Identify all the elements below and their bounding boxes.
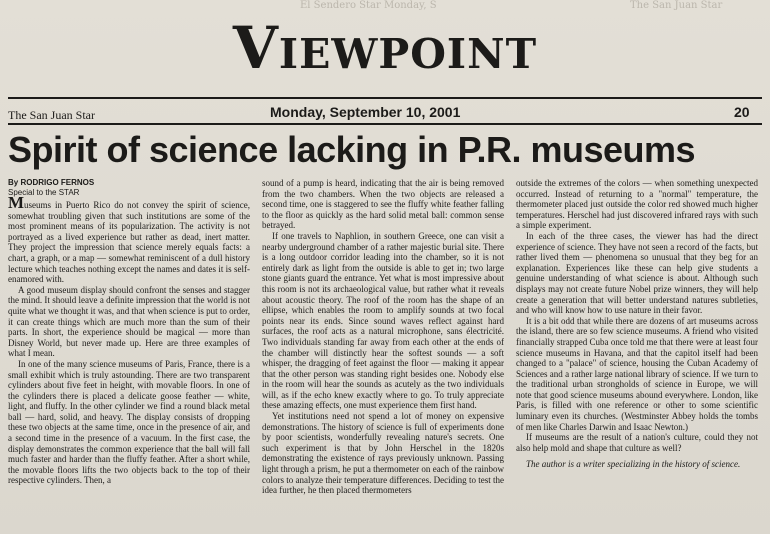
paragraph: A good museum display should confront the senses and stagger the mind. It should leave a definite impression that the world is not quite what we thought it was, and that when science is put to order, it can create things which are much more than the sum of their parts. In short, the experience should be magical — more than Disney World, but never made up. Here are three examples of what I mean. [8, 284, 250, 359]
paper-name: The San Juan Star [8, 108, 95, 122]
paragraph: In each of the three cases, the viewer has had the direct experience of science. They have not seen a record of the facts, but rather lived them — phenomena so unusual that they beg for an explanation. Experiences like these can help give students a genuine understanding of what science is about. Although such displays may not create future Nobel prize winners, they will help create a generation that will better understand natures subtleties, and who will know how to use nature in their favor. [516, 230, 758, 316]
masthead-rule-top [8, 97, 762, 99]
paragraph: If museums are the result of a nation's culture, could they not also help mold and shape that culture as well? [516, 432, 758, 453]
article-column-1 [8, 193, 250, 486]
paragraph: If one travels to Naphlion, in southern Greece, one can visit a nearby underground chamber of a rather majestic burial site. There is a long outdoor corridor leading into the chamber, so it is not entirely dark as light from the outside is able to get in; two large stone giants guard the entrance. Yet what is most impressive about this room is not its archaeological value, but rather what it reveals about acoustic theory. The roof of the room has the shape of an ellipse, which enables the room to amplify sounds at two focal points near its ends. Since sound waves reflect against hard surfaces, the roof acts as a natural microphone, sans électricité. Two individuals standing far away from each other at the ends of the chamber will distinctly hear the softest sounds — a soft whisper, the dragging of feet against the floor — making it appear that the other person was standing right besides one. Nobody else in the room will hear the sounds as acutely as the two individuals will, as if the echo knew exactly where to go. To truly appreciate these amazing effects, one must experience them first hand. [262, 230, 504, 411]
masthead [0, 6, 770, 94]
author-note: The author is a writer specializing in the history of science. [526, 459, 741, 470]
bleed-through-text-mid: El Sendero Star Monday, S [300, 0, 437, 11]
section-title: Viewpoint [232, 14, 538, 82]
page-number: 20 [734, 104, 750, 120]
paragraph: It is a bit odd that while there are dozens of art museums across the island, there are so few science museums. A friend who visited financially strapped Cuba once told me that there were at least four science museums in Havana, and that the capitol itself had been changed to a "palace" of science, housing the Cuban Academy of Sciences and a rather large national library of science. If we turn to the traditional urban strongholds of science in Europe, we will note that good science museums abound everywhere. London, like Paris, is filled with one reference or other to some scientific luminary even its churches. (Westminster Abbey holds the tombs of men like Charles Darwin and Isaac Newton.) [516, 315, 758, 432]
paragraph: Museums in Puerto Rico do not convey the spirit of science, somewhat troubling given that such institutions are some of the most prominent means of its popularization. The activity is not portrayed as a lived experience but rather as dead, inert matter. They project the impression that science merely equals facts: a chart, a graph, or a map — somewhat reminiscent of a dull history lecture which teaches nothing except the names and dates it is self-enamored with. [8, 193, 250, 285]
byline-name: By RODRIGO FERNOS [8, 178, 95, 187]
article-column-2 [262, 178, 504, 496]
paragraph: outside the extremes of the colors — when something unexpected occurred. Instead of returning to a "normal" temperature, the thermometer placed just outside the color red showed much higher temperatures. Herschel had just discovered infrared rays with such a simple experiment. [516, 178, 758, 231]
dateline: Monday, September 10, 2001 [270, 104, 461, 120]
paragraph: In one of the many science museums of Paris, France, there is a small exhibit which is truly astounding. There are two transparent cylinders about five feet in height, with movable floors. In one of the cylinders there is placed a delicate goose feather — white, light, and fluffy. In the other cylinder we find a round black metal ball — hard, solid, and heavy. The display consists of dropping these two objects at the same time, once in the presence of air, and a second time in the presence of a vacuum. In the first case, the display demonstrates the common experience that the ball will fall much faster and harder than the fluffy feather. After a short while, the movable floors lifts the two objects back to the top of their respective cylinders. Then, a [8, 358, 250, 486]
bleed-through-text-right: The San Juan Star [630, 0, 723, 11]
article-column-3 [516, 178, 758, 470]
drop-cap: M [8, 193, 25, 212]
masthead-rule-bottom [8, 123, 762, 125]
byline-role: Special to the STAR [8, 188, 80, 197]
paragraph: sound of a pump is heard, indicating that the air is being removed from the two chambers. When the two objects are released a second time, one is staggered to see the fluffy white feather falling to the floor as quickly as the hard solid metal ball: common sense betrayed. [262, 178, 504, 231]
article-headline: Spirit of science lacking in P.R. museums [8, 129, 696, 170]
byline [8, 178, 248, 198]
paragraph: Yet institutions need not spend a lot of money on expensive demonstrations. The history of science is full of experiments done by poor scientists, wonderfully revealing nature's secrets. One such experiment is that by John Herschel in the 1820s demonstrating the existence of rays previously unknown. Passing light through a prism, he put a thermometer on each of the rainbow colors to analyze their temperature differences. Deciding to test the idea further, he then placed thermometers [262, 411, 504, 496]
